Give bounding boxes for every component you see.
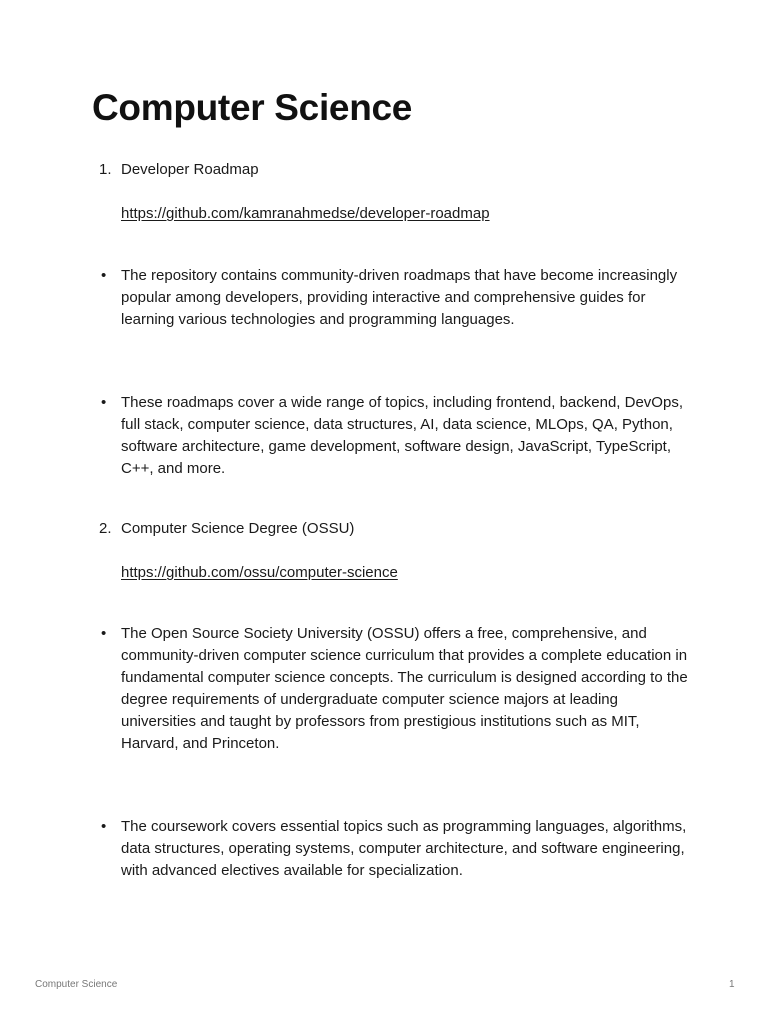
bullet-text: These roadmaps cover a wide range of topics, including frontend, backend, DevOps, full stack, computer science, data structures, AI, data science, MLOps, QA, Python, software architecture, game development, software design, JavaScript, TypeScript, C++, and more. [121,394,683,477]
bullet-text: The repository contains community-driven roadmaps that have become increasingly popular among developers, providing interactive and comprehensive guides for learning various technologies and programming languages. [121,267,678,328]
footer-title: Computer Science [35,979,118,990]
page-title: Computer Science [92,87,413,128]
bullet-text: The coursework covers essential topics such as programming languages, algorithms, data structures, operating systems, computer architecture, and software engineering, with advanced electives available for specialization. [121,818,687,879]
list-number: 1. [99,161,112,178]
page-number: 1 [729,979,735,990]
section-heading: Computer Science Degree (OSSU) [121,520,355,537]
bullet-marker: • [101,818,107,835]
repository-link[interactable]: https://github.com/kamranahmedse/developer-roadmap [121,205,490,222]
section-link-row [121,203,691,225]
bullet-marker: • [101,625,107,642]
section-heading: Developer Roadmap [121,161,259,178]
list-number: 2. [99,520,112,537]
bullet-marker: • [101,394,107,411]
bullet-text: The Open Source Society University (OSSU) offers a free, comprehensive, and community-driven computer science curriculum that provides a complete education in fundamental computer science concepts. The curriculum is designed according to the degree requirements of undergraduate computer science majors at leading universities and taught by professors from prestigious institutions such as MIT, Harvard, and Princeton. [121,625,688,752]
bullet-marker: • [101,267,107,284]
section-link-row [121,562,691,584]
repository-link[interactable]: https://github.com/ossu/computer-science [121,564,398,581]
